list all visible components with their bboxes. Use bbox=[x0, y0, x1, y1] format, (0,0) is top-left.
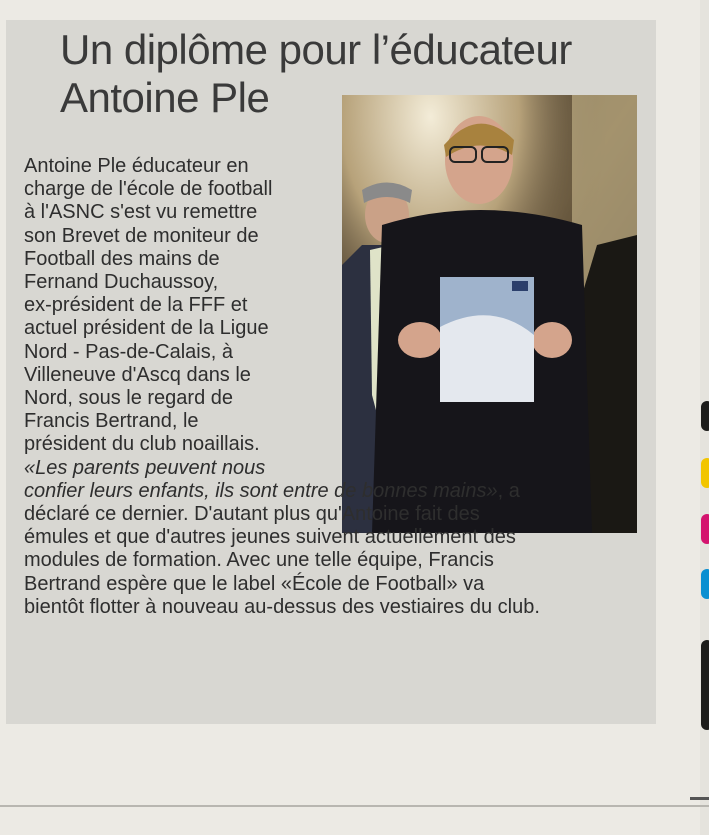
quote-line bbox=[24, 480, 654, 503]
registration-mark-yellow bbox=[701, 458, 709, 488]
registration-mark-black bbox=[701, 401, 709, 431]
body-line: son Brevet de moniteur de bbox=[24, 224, 259, 247]
body-line: à l'ASNC s'est vu remettre bbox=[24, 201, 258, 224]
body-line: président du club noaillais. bbox=[24, 433, 260, 456]
quote-line bbox=[24, 457, 654, 480]
body-line: déclaré ce dernier. D'autant plus qu'Antoine fait des bbox=[24, 503, 480, 526]
page-divider bbox=[0, 805, 709, 807]
body-line: Francis Bertrand, le bbox=[24, 410, 199, 433]
article-body bbox=[24, 155, 654, 619]
registration-mark-black-2 bbox=[701, 640, 709, 730]
registration-mark-magenta bbox=[701, 514, 709, 544]
body-line: Fernand Duchaussoy, bbox=[24, 271, 219, 294]
body-line: bientôt flotter à nouveau au-dessus des vestiaires du club. bbox=[24, 595, 540, 618]
body-line: Nord - Pas-de-Calais, à bbox=[24, 340, 233, 363]
body-line: émules et que d'autres jeunes suivent actuellement des bbox=[24, 526, 516, 549]
body-line: charge de l'école de football bbox=[24, 178, 273, 201]
registration-mark-cyan bbox=[701, 569, 709, 599]
headline-line-1: Un diplôme pour l’éducateur bbox=[60, 26, 572, 73]
crop-mark bbox=[690, 797, 709, 800]
body-line: Antoine Ple éducateur en bbox=[24, 155, 249, 177]
body-line: ex-président de la FFF et bbox=[24, 294, 248, 317]
body-line: Nord, sous le regard de bbox=[24, 387, 234, 410]
body-line: modules de formation. Avec une telle équipe, Francis bbox=[24, 549, 494, 572]
quote-tail: , a bbox=[497, 479, 520, 502]
quote-text-2: confier leurs enfants, ils sont entre de bonnes mains» bbox=[24, 479, 498, 502]
body-line: Villeneuve d'Ascq dans le bbox=[24, 363, 251, 386]
body-line: Football des mains de bbox=[24, 247, 220, 270]
body-line: Bertrand espère que le label «École de Football» va bbox=[24, 572, 485, 595]
quote-text-1: «Les parents peuvent nous bbox=[24, 456, 266, 479]
body-line: actuel président de la Ligue bbox=[24, 317, 269, 340]
headline-line-2: Antoine Ple bbox=[60, 74, 270, 121]
